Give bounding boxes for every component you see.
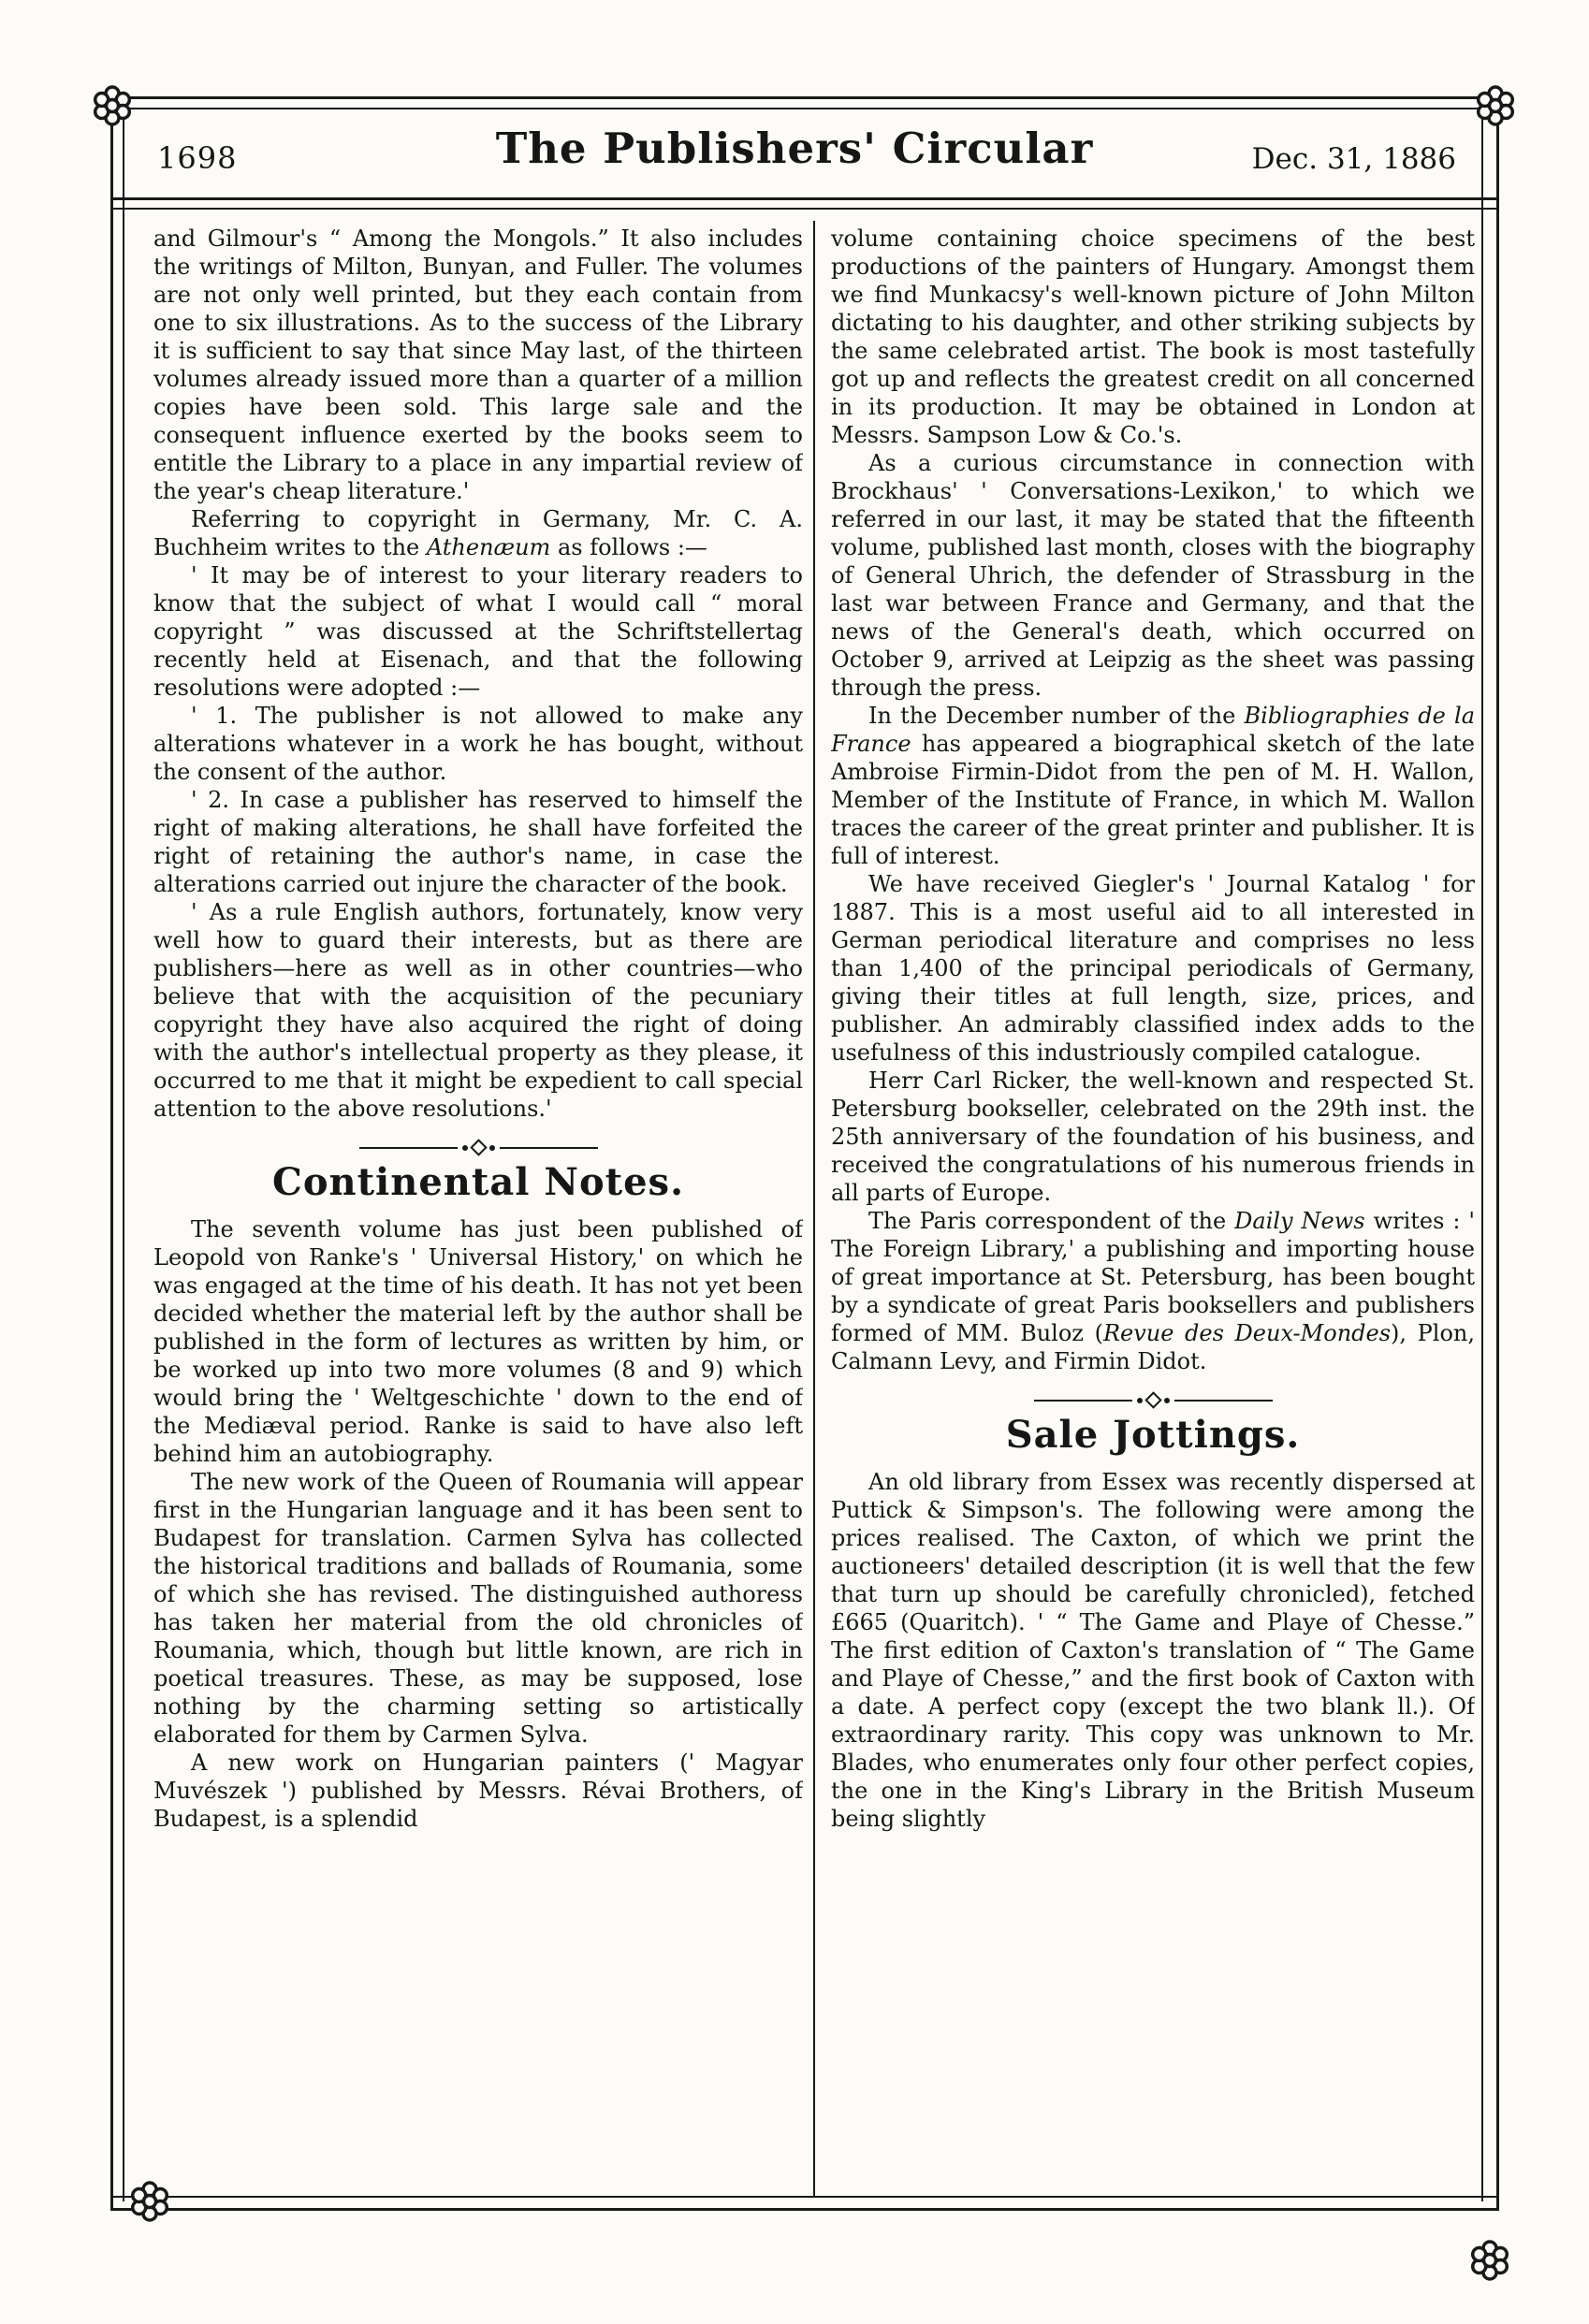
article-paragraph: The Paris correspondent of the Daily News writes : ' The Foreign Library,' a publishing and importing house of great importance at St. Petersburg, has been bought by a syndicate of great Paris booksellers and publishers formed of MM. Buloz (Revue des Deux-Mondes), Plon, Calmann Levy, and Firmin Didot. [831, 1208, 1475, 1374]
article-paragraph: In the December number of the Bibliographies de la France has appeared a biographical sketch of the late Ambroise Firmin-Didot from the pen of M. H. Wallon, Member of the Institute of France, in which M. Wallon traces the career of the great printer and publisher. It is full of interest. [831, 703, 1475, 869]
article-paragraph: A new work on Hungarian painters (' Magyar Muvészek ') published by Messrs. Révai Brothers, of Budapest, is a splendid [153, 1750, 803, 1832]
corner-rosette-icon [1465, 2236, 1514, 2285]
section-heading-continental-notes: Continental Notes. [271, 1160, 684, 1204]
right-column [831, 225, 1475, 2195]
frame-rule-bottom-inner [110, 2196, 1499, 2198]
frame-rule-bottom-outer [110, 2208, 1499, 2211]
article-paragraph: ' 2. In case a publisher has reserved to himself the right of making alterations, he shall have forfeited the right of retaining the author's name, in case the alterations carried out injure the character of the book. [153, 787, 803, 897]
page-number: 1698 [157, 140, 238, 176]
frame-rule-top-inner [110, 108, 1499, 109]
header-rule-inner [110, 208, 1499, 210]
article-paragraph: We have received Giegler's ' Journal Katalog ' for 1887. This is a most useful aid to all interested in German periodical literature and comprises no less than 1,400 of the principal periodicals of Germany, giving their titles at full length, size, prices, and publisher. An admirably classified index adds to the usefulness of this industriously compiled catalogue. [831, 871, 1475, 1066]
left-column [153, 225, 803, 2195]
article-paragraph: The seventh volume has just been published of Leopold von Ranke's ' Universal History,' on which he was engaged at the time of his death. It has not yet been decided whether the material left by the author shall be published in the form of lectures as written by him, or be worked up into two more volumes (8 and 9) which would bring the ' Weltgeschichte ' down to the end of the Mediæval period. Ranke is said to have also left behind him an autobiography. [153, 1216, 803, 1467]
divider-dot-icon [1164, 1398, 1170, 1403]
article-paragraph: Herr Carl Ricker, the well-known and respected St. Petersburg bookseller, celebrated on the 29th inst. the 25th anniversary of the foundation of his business, and received the congratulations of his numerous friends in all parts of Europe. [831, 1068, 1475, 1206]
article-paragraph: ' It may be of interest to your literary readers to know that the subject of what I would call “ moral copyright ” was discussed at the Schriftstellertag recently held at Eisenach, and that the following resolutions were adopted :— [153, 562, 803, 701]
divider-dot-icon [1137, 1398, 1143, 1403]
article-paragraph: and Gilmour's “ Among the Mongols.” It also includes the writings of Milton, Bunyan, and Fuller. The volumes are not only well printed, but they each contain from one to six illustrations. As to the success of the Library it is sufficient to say that since May last, of the thirteen volumes already issued more than a quarter of a million copies have been sold. This large sale and the consequent influence exerted by the books seem to entitle the Library to a place in any impartial review of the year's cheap literature.' [153, 225, 803, 504]
issue-date: Dec. 31, 1886 [1251, 142, 1456, 176]
section-heading-sale-jottings: Sale Jottings. [1005, 1413, 1301, 1457]
article-paragraph: ' 1. The publisher is not allowed to make any alterations whatever in a work he has bought, without the consent of the author. [153, 703, 803, 785]
article-paragraph: An old library from Essex was recently dispersed at Puttick & Simpson's. The following were among the prices realised. The Caxton, of which we print the auctioneers' detailed description (it is well that the few that turn up should be carefully chronicled), fetched £665 (Quaritch). ' “ The Game and Playe of Chesse.” The first edition of Caxton's translation of “ The Game and Playe of Chesse,” and the first book of Caxton with a date. A perfect copy (except the two blank ll.). Of extraordinary rarity. This copy was unknown to Mr. Blades, who enumerates only four other perfect copies, the one in the King's Library in the British Museum being slightly [831, 1469, 1475, 1832]
section-divider [359, 1141, 598, 1154]
article-paragraph: As a curious circumstance in connection with Brockhaus' ' Conversations-Lexikon,' to which we referred in our last, it may be stated that the fifteenth volume, published last month, closes with the biography of General Uhrich, the defender of Strassburg in the last war between France and Germany, and that the news of the General's death, which occurred on October 9, arrived at Leipzig as the sheet was passing through the press. [831, 450, 1475, 701]
divider-dot-icon [489, 1145, 495, 1151]
frame-rule-right-outer [1496, 96, 1499, 2211]
section-divider [1034, 1394, 1273, 1406]
article-paragraph: volume containing choice specimens of the best productions of the painters of Hungary. Amongst them we find Munkacsy's well-known picture of John Milton dictating to his daughter, and other striking subjects by the same celebrated artist. The book is most tastefully got up and reflects the greatest credit on all concerned in its production. It may be obtained in London at Messrs. Sampson Low & Co.'s. [831, 225, 1475, 448]
divider-diamond-icon [470, 1139, 487, 1155]
frame-rule-left-outer [110, 96, 113, 2211]
divider-dot-icon [462, 1145, 468, 1151]
article-paragraph: The new work of the Queen of Roumania will appear first in the Hungarian language and it has been sent to Budapest for translation. Carmen Sylva has collected the historical traditions and ballads of Roumania, some of which she has revised. The distinguished authoress has taken her material from the old chronicles of Roumania, which, though but little known, are rich in poetical treasures. These, as may be supposed, lose nothing by the charming setting so artistically elaborated for them by Carmen Sylva. [153, 1469, 803, 1748]
column-divider-rule [813, 221, 815, 2196]
journal-title: The Publishers' Circular [495, 123, 1094, 173]
article-paragraph: ' As a rule English authors, fortunately, know very well how to guard their interests, but as there are publishers—here as well as in other countries—who believe that with the acquisition of the pecuniary copyright they have also acquired the right of doing with the author's intellectual property as they please, it occurred to me that it might be expedient to call special attention to the above resolutions.' [153, 899, 803, 1122]
article-paragraph: Referring to copyright in Germany, Mr. C. A. Buchheim writes to the Athenæum as follows :— [153, 506, 803, 560]
frame-rule-right-inner [1481, 108, 1483, 2201]
divider-diamond-icon [1144, 1391, 1161, 1408]
header-rule-outer [110, 197, 1499, 200]
frame-rule-top-outer [110, 96, 1499, 99]
frame-rule-left-inner [123, 108, 124, 2201]
